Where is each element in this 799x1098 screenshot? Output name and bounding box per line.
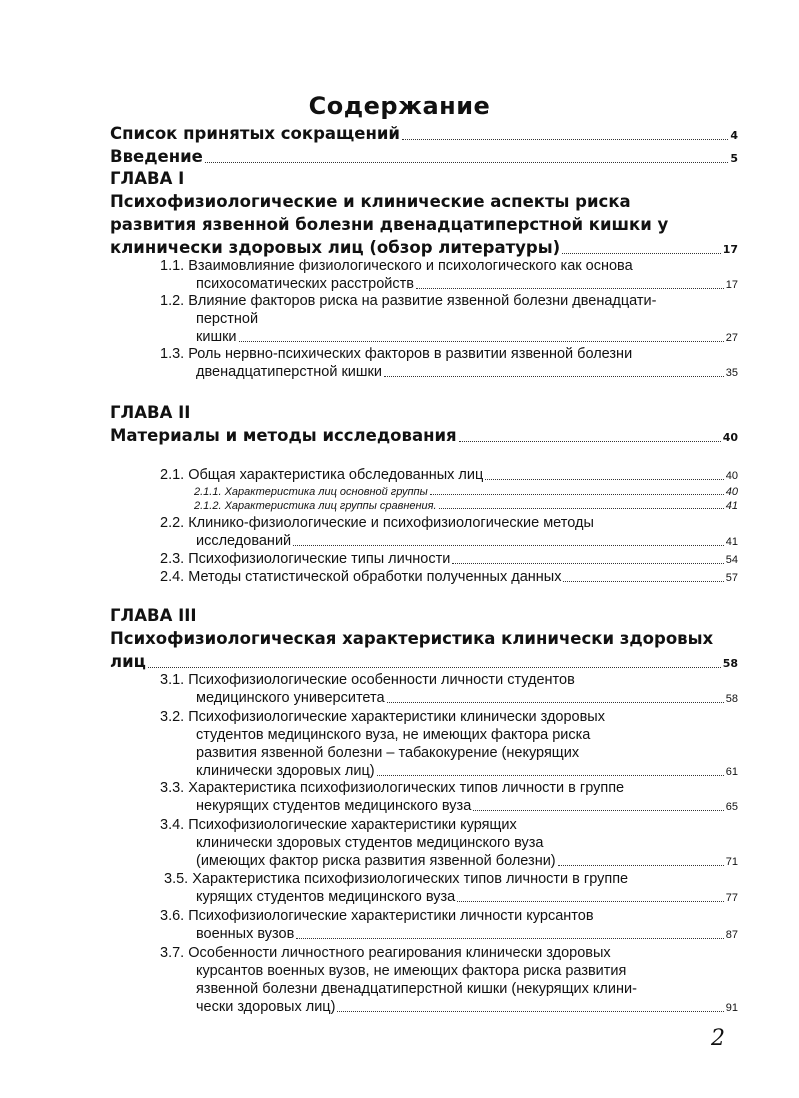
toc-entry-text: 2.4. Методы статистической обработки полученных данных — [160, 569, 562, 585]
section-3-3-title: 3.3. Характеристика психофизиологических типов личности в группе — [160, 780, 625, 796]
toc-entry-section-2-3[interactable] — [160, 551, 738, 567]
toc-entry-section-3-1[interactable] — [196, 690, 738, 706]
dot-leader — [439, 507, 724, 509]
toc-entry-section-3-7[interactable] — [196, 999, 738, 1015]
toc-page-number: 35 — [725, 367, 738, 379]
toc-entry-text: двенадцатиперстной кишки — [196, 364, 382, 380]
toc-entry-text: чески здоровых лиц) — [196, 999, 336, 1015]
toc-entry-chapter-3[interactable] — [110, 652, 738, 671]
section-3-4-title: 3.4. Психофизиологические характеристики курящих — [160, 817, 517, 833]
dot-leader — [337, 1010, 723, 1012]
toc-entry-section-3-5[interactable] — [196, 889, 738, 905]
dot-leader — [377, 774, 724, 776]
dot-leader — [485, 478, 723, 480]
handwritten-page-number: 2 — [711, 1026, 725, 1051]
section-1-1-title: 1.1. Взаимовлияние физиологического и психологического как основа — [160, 258, 633, 274]
toc-entry-text: 2.1. Общая характеристика обследованных лиц — [160, 467, 484, 483]
section-3-2-title: 3.2. Психофизиологические характеристики клинически здоровых — [160, 709, 605, 725]
toc-entry-text: медицинского университета — [196, 690, 385, 706]
toc-page-number: 40 — [725, 486, 738, 498]
section-3-1-title: 3.1. Психофизиологические особенности личности студентов — [160, 672, 575, 688]
dot-leader — [296, 937, 723, 939]
dot-leader — [293, 544, 724, 546]
dot-leader — [416, 287, 724, 289]
toc-entry-chapter-1[interactable] — [110, 238, 738, 257]
dot-leader — [563, 580, 723, 582]
toc-page-number: 54 — [725, 554, 738, 566]
toc-page-number: 58 — [722, 657, 738, 670]
toc-page-number: 40 — [725, 470, 738, 482]
toc-page-number: 58 — [725, 693, 738, 705]
toc-page-number: 77 — [725, 892, 738, 904]
toc-entry-section-2-1-1[interactable] — [194, 486, 738, 498]
toc-entry-text: исследований — [196, 533, 292, 549]
dot-leader — [205, 161, 728, 163]
toc-entry-section-2-4[interactable] — [160, 569, 738, 585]
toc-page-number: 40 — [722, 431, 738, 444]
toc-entry-section-2-1[interactable] — [160, 467, 738, 483]
toc-entry-text: курящих студентов медицинского вуза — [196, 889, 456, 905]
dot-leader — [558, 864, 724, 866]
toc-entry-text: Материалы и методы исследования — [110, 426, 457, 445]
toc-page-number: 5 — [730, 152, 738, 165]
dot-leader — [384, 375, 724, 377]
section-3-5-title: 3.5. Характеристика психофизиологических типов личности в группе — [164, 871, 629, 887]
dot-leader — [239, 340, 724, 342]
dot-leader — [402, 138, 728, 140]
section-3-2-title: развития язвенной болезни – табакокурение (некурящих — [196, 745, 580, 761]
toc-entry-chapter-2[interactable] — [110, 426, 738, 445]
dot-leader — [459, 440, 721, 442]
toc-entry-text: кишки — [196, 329, 237, 345]
toc-page-number: 41 — [725, 500, 738, 512]
toc-page-number: 41 — [725, 536, 738, 548]
toc-entry-text: клинически здоровых лиц (обзор литературы) — [110, 238, 561, 257]
toc-entry-text: 2.1.1. Характеристика лиц основной группы — [194, 486, 428, 498]
toc-page-number: 61 — [725, 766, 738, 778]
toc-entry-text: (имеющих фактор риска развития язвенной болезни) — [196, 853, 556, 869]
chapter-1-title-line: Психофизиологические и клинические аспекты риска — [110, 192, 631, 211]
dot-leader — [457, 900, 724, 902]
section-3-6-title: 3.6. Психофизиологические характеристики личности курсантов — [160, 908, 594, 924]
toc-entry-section-1-1[interactable] — [196, 276, 738, 292]
section-3-7-title: язвенной болезни двенадцатиперстной кишки (некурящих клини- — [196, 981, 637, 997]
toc-entry-text: Введение — [110, 147, 203, 166]
toc-entry-text: психосоматических расстройств — [196, 276, 414, 292]
toc-entry-text: 2.1.2. Характеристика лиц группы сравнения. — [194, 500, 437, 512]
page-title: Содержание — [308, 92, 491, 120]
dot-leader — [562, 252, 720, 254]
toc-entry-section-2-1-2[interactable] — [194, 500, 738, 512]
toc-page-number: 71 — [725, 856, 738, 868]
toc-entry-section-3-4[interactable] — [196, 853, 738, 869]
toc-page-number: 91 — [725, 1002, 738, 1014]
toc-entry-text: Список принятых сокращений — [110, 124, 400, 143]
section-1-2-title: перстной — [196, 311, 259, 327]
toc-page-number: 57 — [725, 572, 738, 584]
toc-page-number: 87 — [725, 929, 738, 941]
toc-entry-introduction[interactable] — [110, 147, 738, 166]
toc-entry-section-3-6[interactable] — [196, 926, 738, 942]
toc-page-number: 17 — [725, 279, 738, 291]
section-3-7-title: 3.7. Особенности личностного реагирования клинически здоровых — [160, 945, 611, 961]
chapter-1-title-line: развития язвенной болезни двенадцатиперстной кишки у — [110, 215, 669, 234]
dot-leader — [430, 493, 724, 495]
toc-page-number: 4 — [730, 129, 738, 142]
chapter-3-title-line: Психофизиологическая характеристика клинически здоровых — [110, 629, 714, 648]
section-2-2-title: 2.2. Клинико-физиологические и психофизиологические методы — [160, 515, 594, 531]
toc-entry-text: военных вузов — [196, 926, 295, 942]
chapter-2-heading: ГЛАВА II — [110, 403, 191, 422]
section-3-2-title: студентов медицинского вуза, не имеющих фактора риска — [196, 727, 591, 743]
toc-entry-section-3-2[interactable] — [196, 763, 738, 779]
toc-entry-section-2-2[interactable] — [196, 533, 738, 549]
dot-leader — [473, 809, 723, 811]
section-1-2-title: 1.2. Влияние факторов риска на развитие язвенной болезни двенадцати- — [160, 293, 657, 309]
toc-page-number: 17 — [722, 243, 738, 256]
dot-leader — [387, 701, 724, 703]
chapter-1-heading: ГЛАВА I — [110, 169, 185, 188]
dot-leader — [148, 666, 721, 668]
toc-entry-text: лиц — [110, 652, 146, 671]
toc-entry-text: 2.3. Психофизиологические типы личности — [160, 551, 451, 567]
section-3-4-title: клинически здоровых студентов медицинского вуза — [196, 835, 544, 851]
toc-entry-text: клинически здоровых лиц) — [196, 763, 375, 779]
toc-entry-section-1-3[interactable] — [196, 364, 738, 380]
toc-entry-section-1-2[interactable] — [196, 329, 738, 345]
toc-page-number: 65 — [725, 801, 738, 813]
dot-leader — [452, 562, 723, 564]
toc-entry-text: некурящих студентов медицинского вуза — [196, 798, 472, 814]
section-3-7-title: курсантов военных вузов, не имеющих фактора риска развития — [196, 963, 627, 979]
toc-page-number: 27 — [725, 332, 738, 344]
section-1-3-title: 1.3. Роль нервно-психических факторов в развитии язвенной болезни — [160, 346, 633, 362]
toc-entry-abbreviations[interactable] — [110, 124, 738, 143]
toc-entry-section-3-3[interactable] — [196, 798, 738, 814]
chapter-3-heading: ГЛАВА III — [110, 606, 197, 625]
